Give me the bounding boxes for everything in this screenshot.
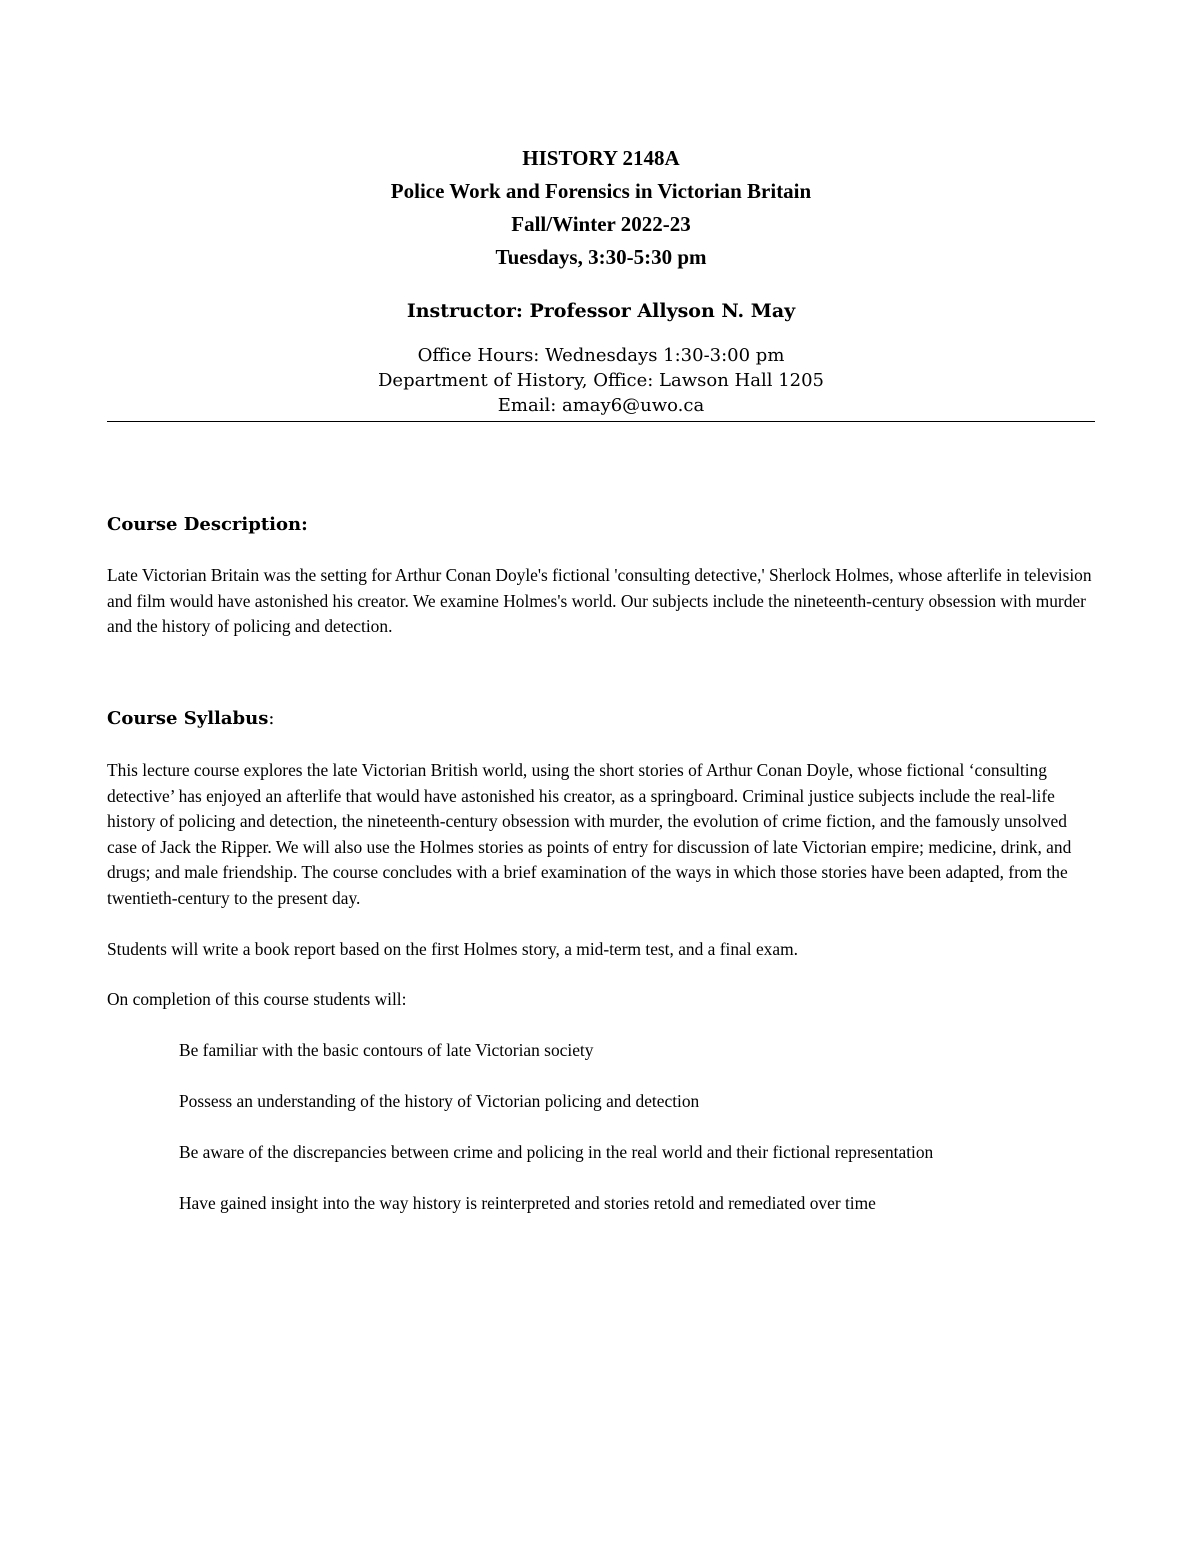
course-syllabus-heading-text: Course Syllabus: [107, 708, 269, 729]
course-description-text: Late Victorian Britain was the setting for Arthur Conan Doyle's fictional 'consulting detective,' Sherlock Holmes, whose afterlife in television and film would have astonished his creator. We examine Holmes's world. Our subjects include the nineteenth-century obsession with murder and the history of policing and detection.: [107, 565, 1092, 637]
syllabus-paragraph-2: Students will write a book report based on the first Holmes story, a mid-term test, and a final exam.: [107, 938, 798, 959]
instructor-name: Instructor: Professor Allyson N. May: [406, 300, 796, 322]
learning-outcome: Be familiar with the basic contours of late Victorian society: [179, 1039, 594, 1060]
course-title: Police Work and Forensics in Victorian Britain: [390, 179, 812, 203]
learning-outcome: Have gained insight into the way history is reinterpreted and stories retold and remediated over time: [179, 1193, 876, 1214]
learning-outcome: Be aware of the discrepancies between crime and policing in the real world and their fictional representation: [179, 1142, 934, 1163]
syllabus-paragraph-1: This lecture course explores the late Victorian British world, using the short stories of Arthur Conan Doyle, whose fictional ‘consulting detective’ has enjoyed an afterlife that would have astonished his creator, as a springboard. Criminal justice subjects include the real-life history of policing and detection, the nineteenth-century obsession with murder, the evolution of crime fiction, and the famously unsolved case of Jack the Ripper. We will also use the Holmes stories as points of entry for discussion of late Victorian empire; medicine, drink, and drugs; and male friendship. The course concludes with a brief examination of the ways in which those stories have been adapted, from the twentieth-century to the present day.: [107, 760, 1072, 908]
department-office: Department of History, Office: Lawson Hall 1205: [377, 370, 825, 391]
course-code: HISTORY 2148A: [522, 146, 680, 170]
course-schedule: Tuesdays, 3:30-5:30 pm: [495, 245, 707, 269]
course-syllabus-section: [107, 706, 1097, 1243]
instructor-email: Email: amay6@uwo.ca: [497, 395, 705, 416]
learning-outcomes-list: [107, 1038, 1097, 1217]
outcomes-intro: On completion of this course students will:: [107, 989, 407, 1010]
course-description-section: [107, 512, 1097, 640]
contact-info: [107, 343, 1095, 418]
header-divider: [107, 421, 1095, 422]
course-term: Fall/Winter 2022-23: [511, 212, 691, 236]
course-description-heading: Course Description:: [107, 514, 308, 535]
office-hours: Office Hours: Wednesdays 1:30-3:00 pm: [417, 345, 785, 366]
course-syllabus-heading-colon: :: [268, 708, 275, 729]
course-syllabus-heading: [107, 706, 1097, 732]
course-header: [107, 142, 1095, 418]
learning-outcome: Possess an understanding of the history of Victorian policing and detection: [179, 1090, 700, 1111]
